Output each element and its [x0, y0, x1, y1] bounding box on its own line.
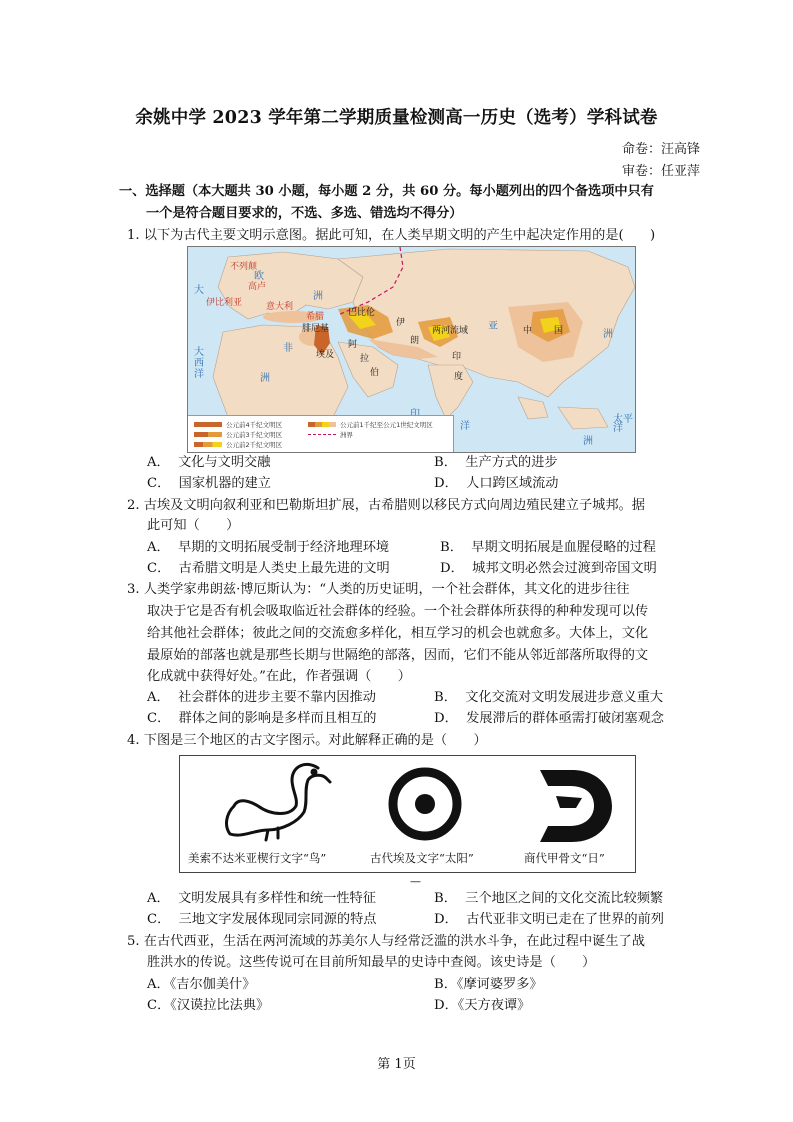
map-label-africa-1: 非 [283, 343, 293, 354]
q4-stem: 4. 下图是三个地区的古文字图示。对此解释正确的是（ ） [127, 733, 487, 748]
map-label-greece: 希腊 [306, 312, 325, 322]
option-text: 三地文字发展体现同宗同源的特点 [178, 912, 377, 927]
legend-2nd-millennium: 公元前2千纪文明区 [226, 441, 283, 449]
section-heading-cont: 一个是符合题目要求的，不选、多选、错选均不得分） [146, 206, 463, 221]
map-legend [188, 415, 454, 452]
option-key: D． [434, 711, 458, 726]
option-text: 古代亚非文明已走在了世界的前列 [466, 912, 664, 927]
option-text: 早期的文明拓展受制于经济地理环境 [178, 540, 390, 555]
map-label-atlantic-1: 大 [194, 285, 204, 296]
option-text: 群体之间的影响是多样而且相互的 [178, 711, 377, 726]
q3-option-d[interactable] [434, 709, 664, 729]
page-number: 第 1页 [377, 1057, 416, 1072]
option-key: D． [434, 476, 458, 491]
map-label-china-1: 中 [523, 326, 533, 336]
map-label-arabia-3: 伯 [370, 368, 380, 378]
sun-glyph [393, 772, 457, 836]
map-label-phoenicia: 腓尼基 [302, 324, 330, 334]
option-text: 文明发展具有多样性和统一性特征 [178, 891, 376, 906]
option-text: 《摩诃婆罗多》 [456, 977, 543, 992]
q3-stem-line-2: 取决于它是否有机会吸取临近社会群体的经验。一个社会群体所获得的种种发现可以传 [147, 604, 649, 619]
map-label-india-1: 印 [452, 352, 462, 362]
q4-option-c[interactable] [147, 910, 376, 930]
option-text: 社会群体的进步主要不靠内因推动 [178, 690, 376, 705]
q2-stem: 2. 古埃及文明向叙利亚和巴勒斯坦扩展，古希腊则以移民方式向周边殖民建立子城邦。据 [127, 498, 645, 513]
option-text: 城邦文明必然会过渡到帝国文明 [472, 561, 657, 576]
ancient-scripts-figure [179, 755, 636, 873]
legend-3rd-millennium: 公元前3千纪文明区 [226, 431, 283, 439]
option-text: 文化与文明交融 [178, 455, 271, 470]
option-key: B． [434, 977, 457, 992]
map-label-italy: 意大利 [266, 302, 294, 312]
map-label-iberia: 伊比利亚 [206, 298, 243, 308]
option-text: 人口跨区域流动 [466, 476, 559, 491]
q2-stem-cont: 此可知（ ） [147, 518, 240, 533]
caption-egyptian-sun: 古代埃及文字“太阳” [370, 851, 474, 865]
option-key: B． [434, 690, 457, 705]
map-label-africa-2: 洲 [260, 373, 270, 384]
option-text: 《汉谟拉比法典》 [170, 998, 270, 1013]
q5-option-c[interactable] [147, 996, 269, 1016]
option-text: 《吉尔伽美什》 [169, 977, 256, 992]
section-heading: 一、选择题（本大题共 30 小题，每小题 2 分，共 60 分。每小题列出的四个备选项中只有 [119, 184, 654, 199]
q5-option-b[interactable] [434, 975, 543, 995]
q3-stem-line-1: 3. 人类学家弗朗兹·博厄斯认为：“人类的历史证明，一个社会群体，其文化的进步往往 [127, 582, 630, 597]
q1-stem: 1. 以下为古代主要文明示意图。据此可知，在人类早期文明的产生中起决定作用的是( ) [127, 228, 656, 243]
map-label-indian-ocean-3: 洋 [460, 421, 470, 432]
q3-stem-line-5: 化成就中获得好处。”在此，作者强调（ ） [147, 669, 411, 684]
map-label-iran-1: 伊 [396, 318, 406, 328]
q5-stem-cont: 胜洪水的传说。这些传说可在目前所知最早的史诗中查阅。该史诗是（ ） [147, 955, 596, 970]
map-label-britain: 不列颠 [230, 262, 258, 272]
caption-cuneiform-bird: 美索不达米亚楔行文字“鸟” [188, 851, 327, 865]
q3-option-b[interactable] [434, 688, 663, 708]
option-text: 发展滞后的群体亟需打破闭塞观念 [466, 711, 664, 726]
option-key: D． [434, 912, 458, 927]
map-label-atlantic: 大西洋 [194, 347, 204, 380]
q5-stem: 5. 在古代西亚，生活在两河流域的苏美尔人与经常泛滥的洪水斗争，在此过程中诞生了战 [127, 934, 645, 949]
q4-option-d[interactable] [434, 910, 664, 930]
q3-stem-line-3: 给其他社会群体；彼此之间的交流愈多样化，相互学习的机会也就愈多。大体上，文化 [147, 626, 649, 641]
option-key: D． [434, 998, 458, 1013]
option-key: A． [147, 977, 170, 992]
q2-option-d[interactable] [440, 559, 657, 579]
map-label-pacific: 太平洋 [613, 414, 633, 434]
option-key: B． [434, 455, 457, 470]
map-label-egypt: 埃及 [316, 350, 335, 360]
figure-dash: — [410, 875, 421, 888]
option-key: A． [147, 891, 170, 906]
map-label-iran-2: 朗 [410, 336, 420, 346]
map-label-mesopotamia: 两河流域 [432, 326, 469, 336]
q1-option-b[interactable] [434, 453, 558, 473]
option-text: 早期文明拓展是血腥侵略的过程 [471, 540, 656, 555]
map-label-europe-2: 洲 [313, 291, 323, 302]
legend-1st-millennium: 公元前1千纪至公元1世纪文明区 [340, 421, 433, 429]
map-label-gaul: 高卢 [248, 282, 267, 292]
option-text: 三个地区之间的文化交流比较频繁 [465, 891, 664, 906]
caption-oracle-sun: 商代甲骨文“日” [524, 851, 605, 865]
option-key: A． [147, 455, 170, 470]
setter-name: 命卷：汪高锋 [621, 142, 700, 157]
option-key: B． [434, 891, 457, 906]
q5-option-d[interactable] [434, 996, 530, 1016]
map-label-oceania: 洲 [583, 436, 593, 447]
option-key: D． [440, 561, 464, 576]
q2-option-a[interactable] [147, 538, 389, 558]
option-key: C． [147, 476, 171, 491]
oracle-sun-glyph [540, 770, 612, 842]
option-key: C． [147, 998, 171, 1013]
q1-option-d[interactable] [434, 474, 558, 494]
legend-4th-millennium: 公元前4千纪文明区 [226, 421, 283, 429]
bird-glyph [227, 764, 330, 840]
option-key: B． [440, 540, 463, 555]
option-text: 古希腊文明是人类史上最先进的文明 [178, 561, 390, 576]
q1-option-a[interactable] [147, 453, 270, 473]
option-text: 国家机器的建立 [178, 476, 271, 491]
option-key: C． [147, 561, 171, 576]
option-text: 《天方夜谭》 [457, 998, 531, 1013]
q4-option-b[interactable] [434, 889, 663, 909]
q3-option-c[interactable] [147, 709, 376, 729]
exam-title: 余姚中学 2023 学年第二学期质量检测高一历史（选考）学科试卷 [135, 108, 658, 128]
q5-option-a[interactable] [147, 975, 255, 995]
option-key: C． [147, 912, 171, 927]
map-label-asia-2: 洲 [603, 329, 613, 340]
map-label-arabia-1: 阿 [348, 340, 358, 350]
q1-option-c[interactable] [147, 474, 271, 494]
reviewer-name: 审卷：任亚萍 [621, 164, 700, 179]
option-key: A． [147, 690, 170, 705]
q2-option-c[interactable] [147, 559, 390, 579]
map-label-india-2: 度 [454, 372, 464, 382]
map-label-asia-1: 亚 [488, 321, 498, 332]
legend-continent-border: 洲界 [340, 431, 353, 439]
q3-option-a[interactable] [147, 688, 376, 708]
option-key: C． [147, 711, 171, 726]
ancient-civilizations-map [187, 246, 636, 453]
map-label-europe-1: 欧 [254, 271, 264, 282]
q2-option-b[interactable] [440, 538, 656, 558]
option-key: A． [147, 540, 170, 555]
q3-stem-line-4: 最原始的部落也就是那些长期与世隔绝的部落，因而，它们不能从邻近部落所取得的文 [147, 648, 649, 663]
map-label-china-2: 国 [554, 326, 564, 336]
option-text: 生产方式的进步 [465, 455, 558, 470]
q4-option-a[interactable] [147, 889, 376, 909]
map-label-arabia-2: 拉 [360, 354, 370, 364]
map-label-babylon: 巴比伦 [348, 308, 376, 318]
option-text: 文化交流对文明发展进步意义重大 [465, 690, 664, 705]
